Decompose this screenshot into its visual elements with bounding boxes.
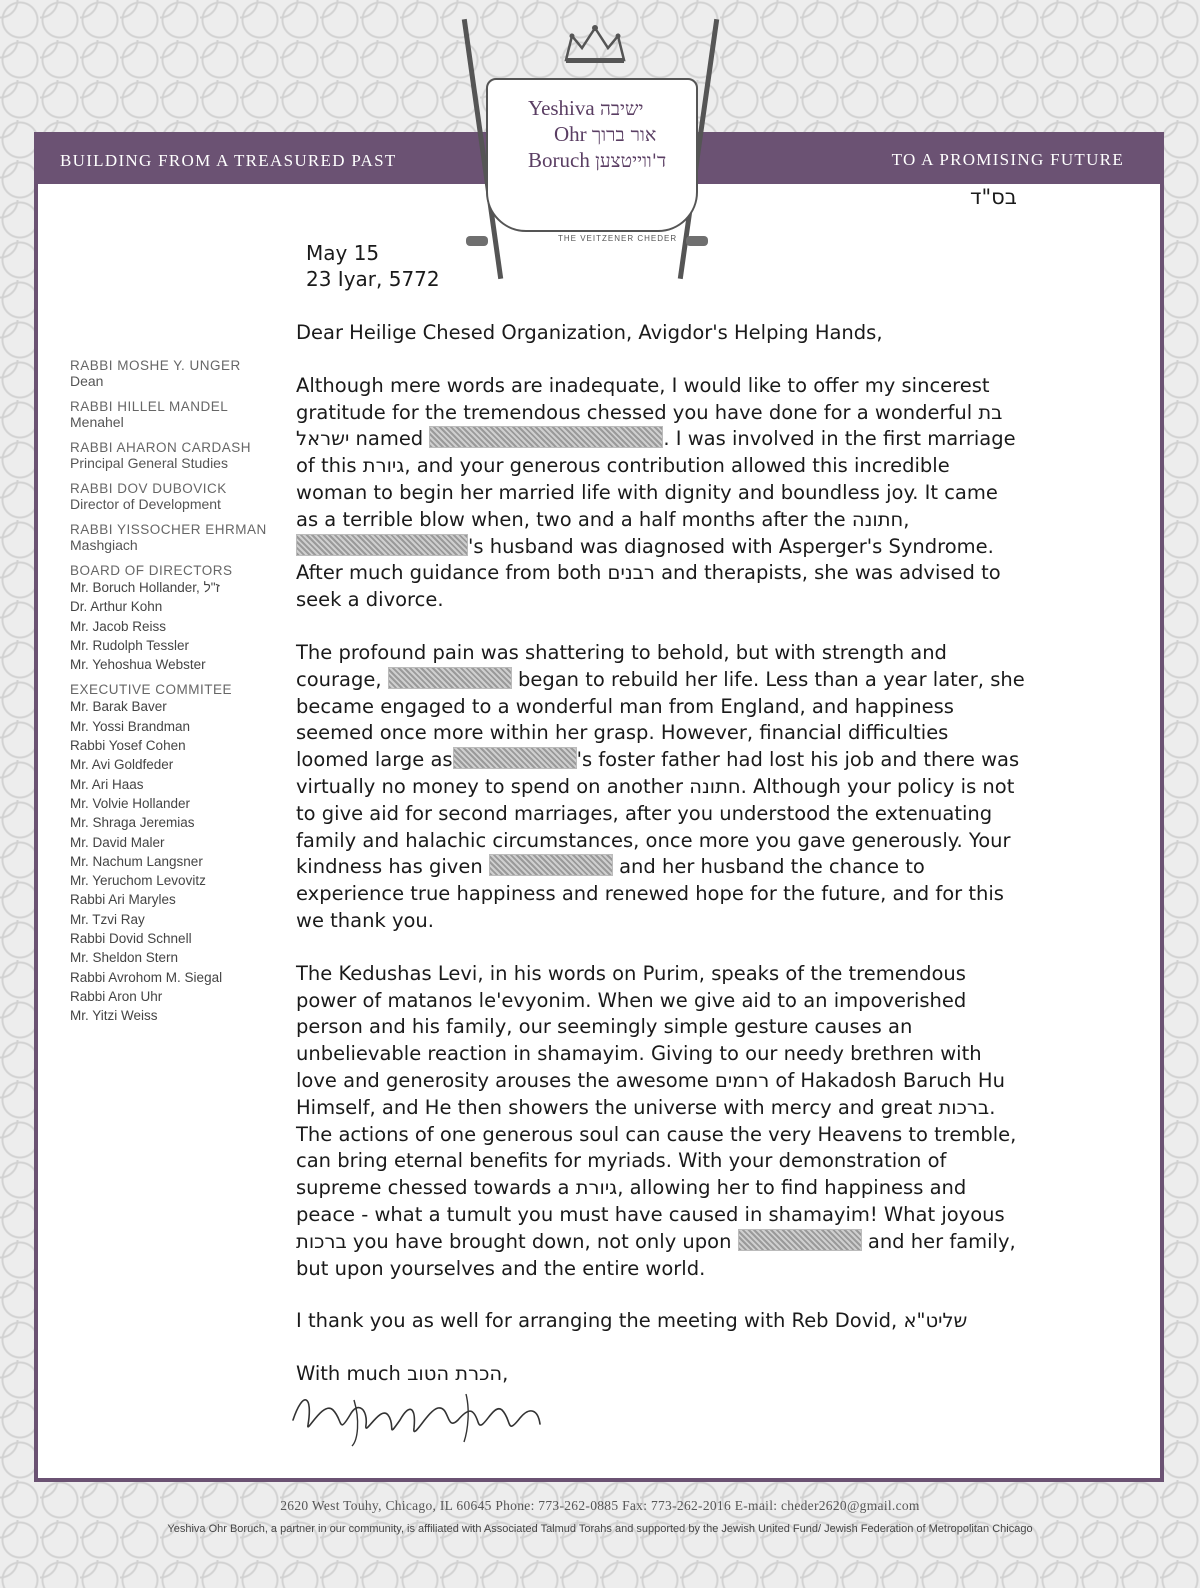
logo-word-yeshiva: Yeshiva (528, 96, 595, 120)
staff-name: RABBI MOSHE Y. UNGER (70, 358, 241, 373)
redacted-name (296, 534, 468, 556)
committee-member: Rabbi Aron Uhr (70, 988, 163, 1004)
footer-contact: 2620 West Touhy, Chicago, IL 60645 Phone: 773-262-0885 Fax: 773-262-2016 E-mail: cheder2620@gmail.com (280, 1498, 920, 1513)
paragraph-text: and her family, but upon yourselves and the entire world. (296, 1229, 1016, 1280)
paragraph-text: Although mere words are inadequate, I would like to offer my sincerest gratitude for the tremendous chessed you have done for a wonderful בת ישראל named (296, 373, 1003, 451)
redacted-name (429, 426, 663, 448)
crown-icon (562, 22, 628, 66)
logo-hebrew-ohr-boruch: אור ברוך (591, 124, 657, 146)
closing: With much הכרת הטוב, (296, 1362, 509, 1386)
committee-member: Mr. Shraga Jeremias (70, 815, 195, 831)
staff-entry (70, 358, 267, 389)
committee-member: Mr. Volvie Hollander (70, 795, 191, 811)
paragraph-text: 's husband was diagnosed with Asperger's Syndrome. After much guidance from both רבנים and therapists, she was advised to seek a divorce. (296, 534, 1001, 612)
letter-body (296, 320, 1026, 1414)
salutation: Dear Heilige Chesed Organization, Avigdor's Helping Hands, (296, 321, 883, 344)
committee-heading: EXECUTIVE COMMITEE (70, 682, 233, 698)
committee-member: Mr. Yitzi Weiss (70, 1008, 158, 1024)
staff-entry (70, 440, 267, 471)
staff-sidebar (70, 358, 267, 1026)
committee-member: Mr. Tzvi Ray (70, 911, 145, 927)
letter-date (306, 240, 440, 292)
committee-member: Mr. Ari Haas (70, 776, 144, 792)
board-list (70, 578, 267, 674)
committee-member: Mr. Avi Goldfeder (70, 757, 174, 773)
staff-role: Mashgiach (70, 537, 138, 553)
scroll-parchment (486, 78, 698, 243)
logo-word-boruch: Boruch (528, 148, 590, 172)
board-member: Dr. Arthur Kohn (70, 599, 163, 615)
committee-member: Rabbi Ari Maryles (70, 892, 176, 908)
date-hebrew: 23 Iyar, 5772 (306, 267, 440, 291)
paragraph-meeting: I thank you as well for arranging the meeting with Reb Dovid, שליט"א (296, 1309, 968, 1333)
committee-member: Mr. Yossi Brandman (70, 718, 191, 734)
committee-member: Rabbi Yosef Cohen (70, 738, 186, 754)
staff-role: Menahel (70, 414, 124, 430)
redacted-name (738, 1229, 862, 1251)
redacted-name (453, 747, 577, 769)
committee-member: Rabbi Dovid Schnell (70, 931, 192, 947)
staff-entry (70, 481, 267, 512)
committee-list (70, 697, 267, 1025)
committee-member: Mr. Yeruchom Levovitz (70, 873, 206, 889)
staff-name: RABBI DOV DUBOVICK (70, 481, 227, 496)
bsd-mark: בס"ד (970, 185, 1017, 209)
staff-role: Director of Development (70, 496, 221, 512)
paragraph-text: began to rebuild her life. Less than a year later, she became engaged to a wonderful man from England, and happiness seemed once more within her grasp. However, financial difficulties loomed large as (296, 667, 1025, 772)
staff-name: RABBI YISSOCHER EHRMAN (70, 522, 267, 537)
paragraph-text: 's foster father had lost his job and there was virtually no money to spend on another חתונה. Although your policy is not to give aid for second marriages, after you understood the extenuating family and halachic circumstances, once more you gave generously. Your kindness has given (296, 748, 1020, 879)
paragraph-text: and her husband the chance to experience true happiness and renewed hope for the future, and for this we thank you. (296, 855, 1004, 932)
board-member: Mr. Boruch Hollander, ז"ל (70, 580, 220, 595)
board-member: Mr. Rudolph Tessler (70, 637, 190, 653)
paragraph-text: . I was involved in the first marriage of this גיורת, and your generous contribution allowed this incredible woman to begin her married life with dignity and boundless joy. It came as a terrible blow when, two and a half months after the חתונה, (296, 427, 1016, 531)
scroll-handle-icon (466, 236, 488, 246)
paragraph-rebuild (296, 640, 1026, 935)
staff-role: Principal General Studies (70, 455, 228, 471)
date-english: May 15 (306, 241, 380, 265)
committee-member: Rabbi Avrohom M. Siegal (70, 969, 223, 985)
scroll-handle-icon (686, 236, 708, 246)
staff-entry (70, 522, 267, 553)
committee-member: Mr. Sheldon Stern (70, 950, 179, 966)
staff-entry (70, 399, 267, 430)
committee-member: Mr. David Maler (70, 834, 165, 850)
board-heading: BOARD OF DIRECTORS (70, 563, 233, 578)
committee-member: Mr. Nachum Langsner (70, 853, 203, 869)
staff-role: Dean (70, 373, 104, 389)
redacted-name (388, 667, 512, 689)
staff-name: RABBI AHARON CARDASH (70, 440, 252, 455)
torah-scroll-logo (458, 18, 728, 280)
paragraph-kedushas-levi (296, 961, 1026, 1283)
paragraph-text: The profound pain was shattering to behold, but with strength and courage, (296, 640, 947, 691)
logo-hebrew-yeshiva: ישיבה (599, 98, 644, 120)
committee-member: Mr. Barak Baver (70, 699, 167, 715)
banner-motto-right: TO A PROMISING FUTURE (891, 150, 1124, 169)
paragraph-text: The Kedushas Levi, in his words on Purim, speaks of the tremendous power of matanos le'evyonim. When we give aid to an impoverished person and his family, our seemingly simple gesture causes an unbelievable reaction in shamayim. Giving to our needy brethren with love and generosity arouses the awesome רחמים of Hakadosh Baruch Hu Himself, and He then showers the universe with mercy and great ברכות. The actions of one generous soul can cause the very Heavens to tremble, can bring eternal benefits for myriads. With your demonstration of supreme chessed towards a גיורת, allowing her to find happiness and peace - what a tumult you must have caused in shamayim! What joyous ברכות you have brought down, not only upon (296, 961, 1017, 1253)
handwritten-signature (288, 1380, 558, 1450)
staff-name: RABBI HILLEL MANDEL (70, 399, 229, 414)
logo-hebrew-veitzen: ד'ווייטצען (595, 150, 667, 172)
board-member: Mr. Yehoshua Webster (70, 657, 206, 673)
logo-word-ohr: Ohr (554, 122, 587, 146)
paragraph-gratitude (296, 373, 1026, 614)
redacted-name (489, 854, 613, 876)
board-member: Mr. Jacob Reiss (70, 618, 167, 634)
footer-affiliation: Yeshiva Ohr Boruch, a partner in our community, is affiliated with Associated Talmud Torahs and supported by the Jewish United Fund/ Jewish Federation of Metropolitan Chicago (167, 1523, 1033, 1535)
banner-motto-left: BUILDING FROM A TREASURED PAST (60, 151, 397, 170)
logo-subtitle: THE VEITZENER CHEDER (558, 234, 678, 243)
